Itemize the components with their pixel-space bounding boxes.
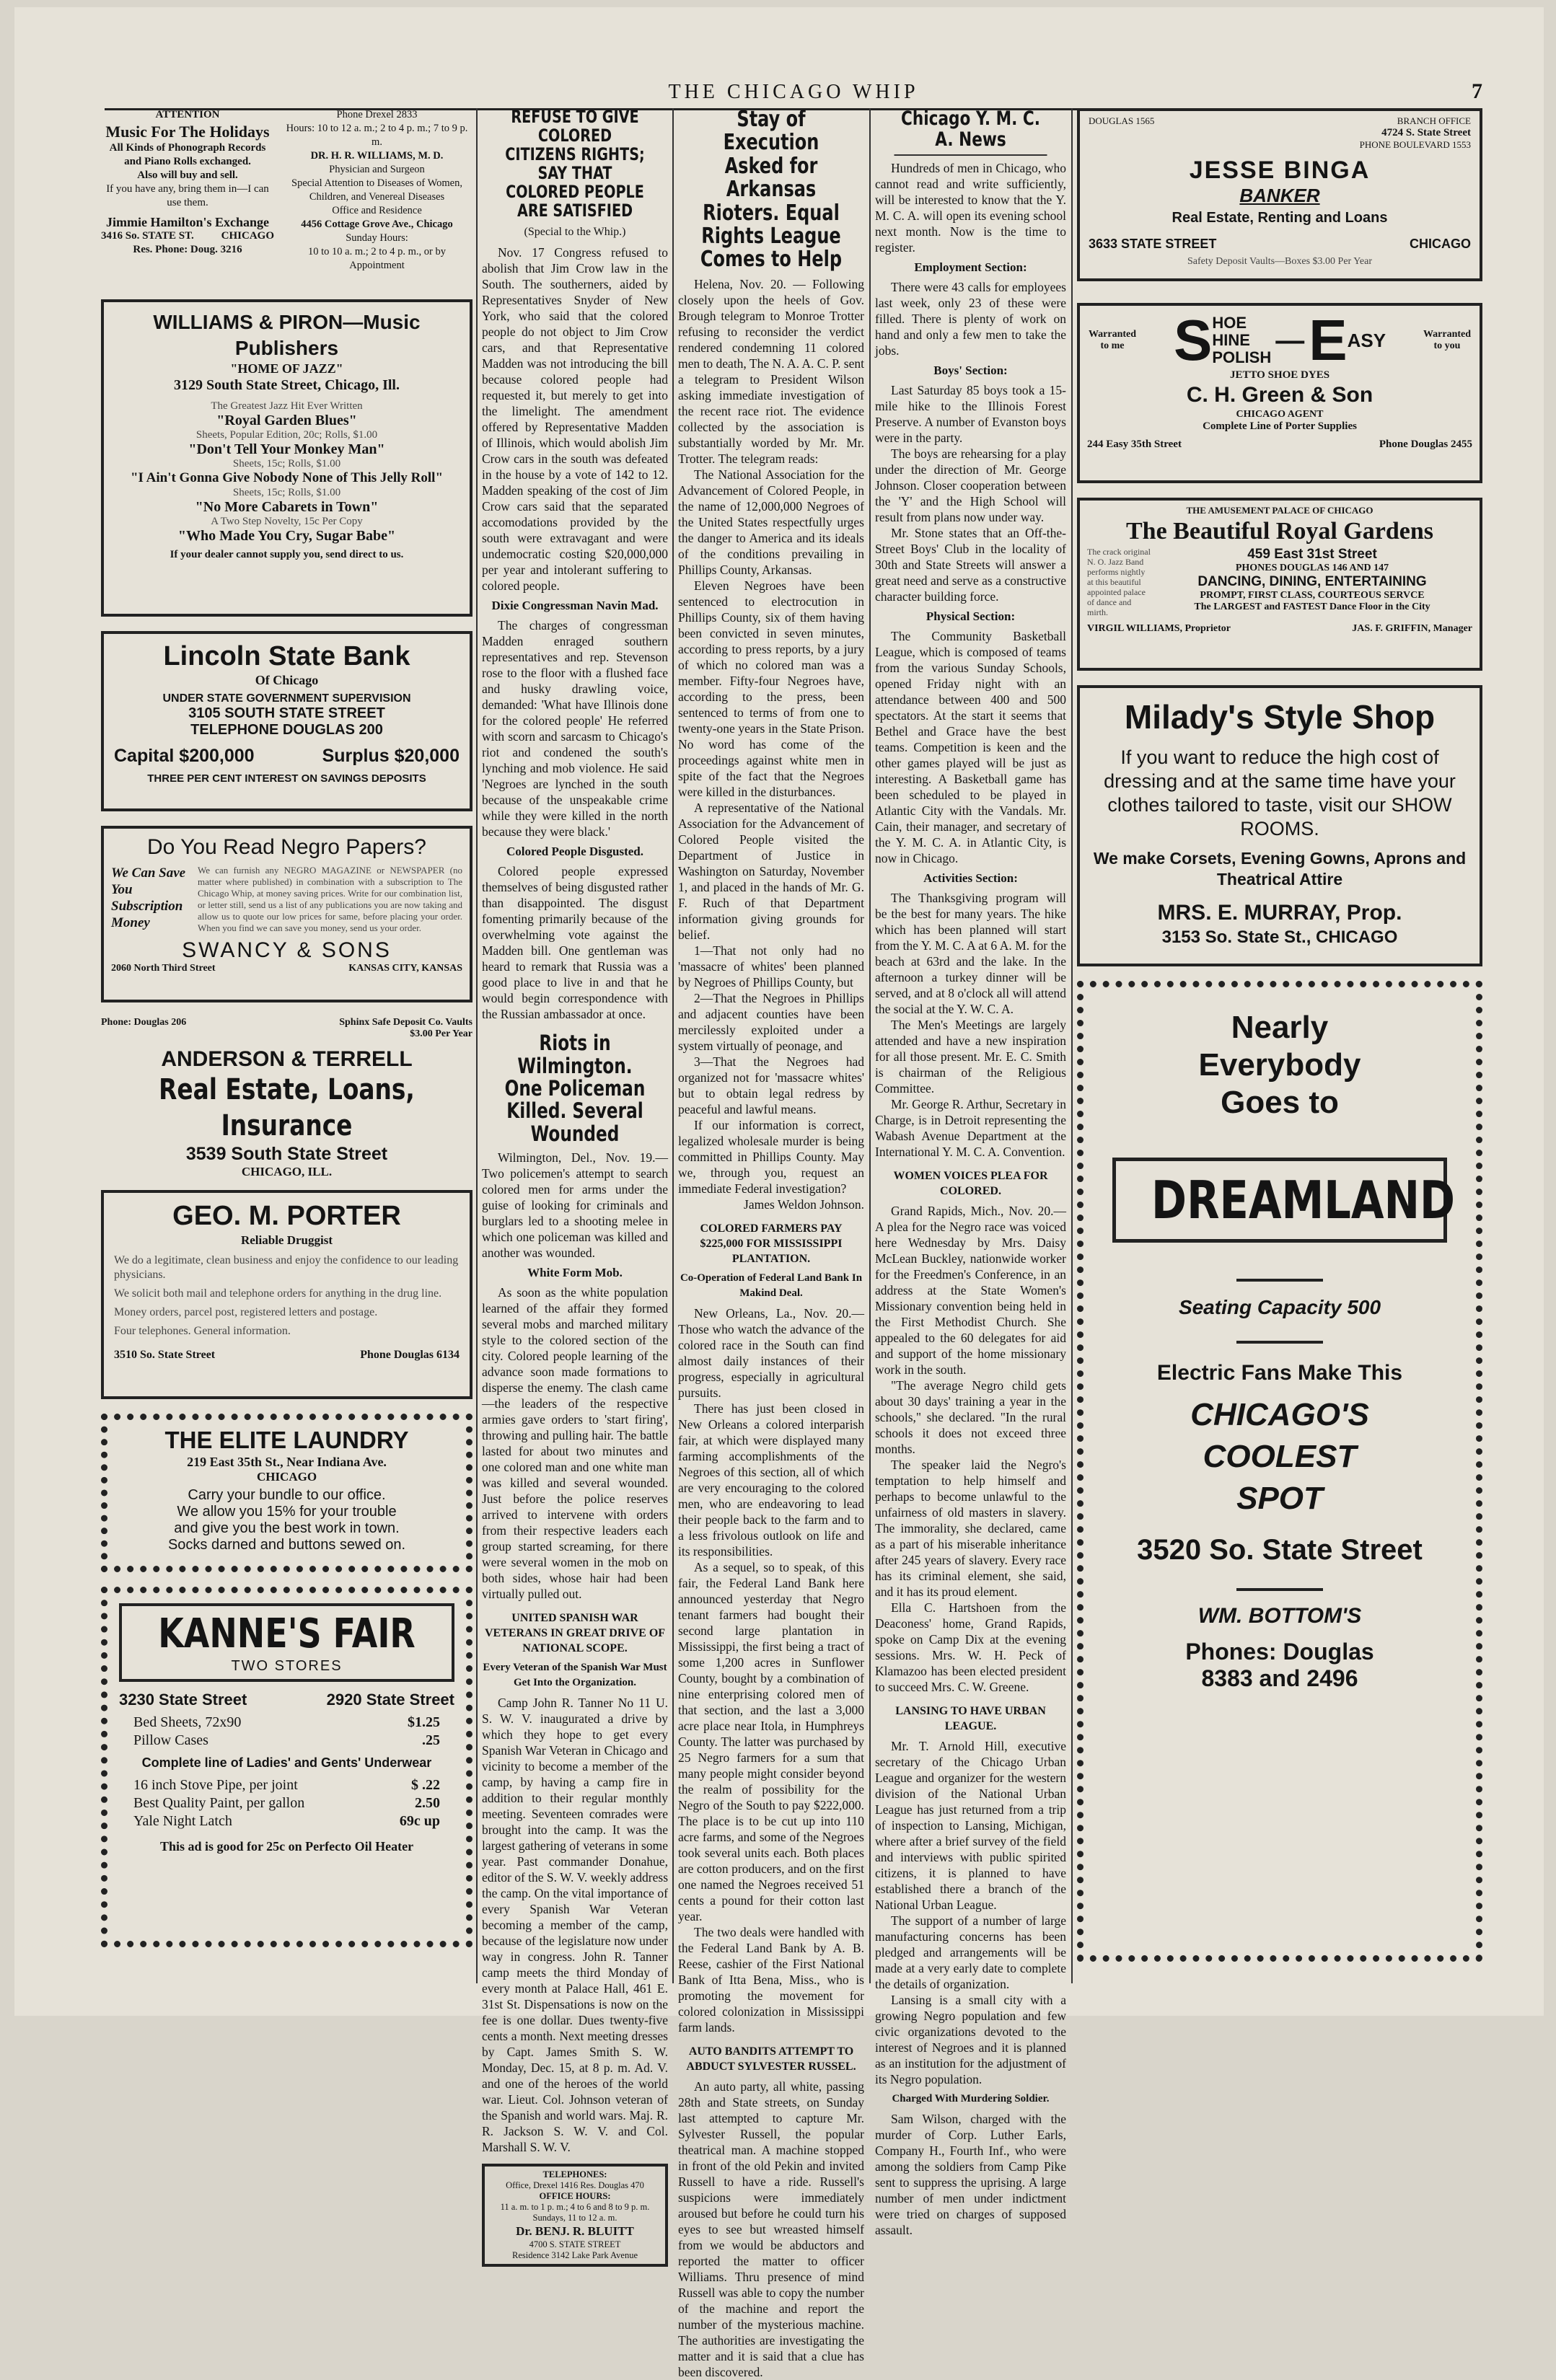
item-name: 16 inch Stove Pipe, per joint (133, 1777, 298, 1793)
paragraph: There were 43 calls for employees last week, only 23 of these were filled. There is plenty of work on hand and only a few men to take the jobs. (875, 280, 1066, 358)
business-name: Jimmie Hamilton's Exchange (106, 215, 269, 229)
subhead: Dixie Congressman Navin Mad. (491, 599, 659, 613)
paragraph: There has just been closed in New Orleans a colored interparish fair, at which were displayed many farming accomplishments of the Negroes of this section, all of which are very encouraging to the colored men, who are endeavoring to lead their people back to the farm and to a less frivolous outlook on life and its responsibilities. (678, 1401, 864, 1559)
headline: LANSING TO HAVE URBAN LEAGUE. (895, 1705, 1046, 1733)
item-name: Bed Sheets, 72x90 (133, 1714, 242, 1730)
city: KANSAS CITY, KANSAS (348, 963, 462, 974)
paragraph: The Men's Meetings are largely attended and have a new inspiration for all those present. Mr. E. C. Smith is chairman of the Religious Committee. (875, 1018, 1066, 1096)
ad-text: Physician and Surgeon (329, 164, 425, 175)
ad-text: UNDER STATE GOVERNMENT SUPERVISION (162, 692, 411, 705)
subhead: Boys' Section: (933, 363, 1008, 378)
paragraph: Wilmington, Del., Nov. 19.—Two policemen's attempt to search colored men for arms under the guise of looking for criminals and burglars led to a shooting melee in which one policeman was killed and another was wounded. (482, 1150, 668, 1260)
ad-text: Sunday Hours: (346, 232, 408, 244)
dreamland-box (1112, 1158, 1456, 1243)
paragraph: Ella C. Hartshoen from the Deaconess' home, Grand Rapids, spoke on Camp Dix at the evening sessions. Mrs. W. H. Peck of Klamazoo has been elected president to succeed Mrs. C. W. Greene. (875, 1600, 1066, 1695)
subhead: Activities Section: (923, 871, 1018, 886)
ad-text: We can furnish any NEGRO MAGAZINE or NEWSPAPER (no matter where published) in combination with a subscription to The Chicago Whip, at money saving prices. Write for our combination list, or letter still, send us a list of any publications you are now taking and allow us to quote our low prices for same, before placing your order. When you find we can save you money, send us your order. (198, 865, 462, 933)
song-title: "No More Cabarets in Town" (195, 499, 379, 515)
column-rule (1071, 108, 1073, 1983)
paragraph: Hundreds of men in Chicago, who cannot read and write sufficiently, will be interested to know that the Y. M. C. A. will open its evening school next month. Now is the time to register. (875, 161, 1066, 255)
ad-heading: THE AMUSEMENT PALACE OF CHICAGO (1186, 505, 1373, 516)
article-mississippi-plantation (678, 1221, 864, 2035)
song-title: "I Ain't Gonna Give Nobody None of This Jelly Roll" (130, 470, 443, 485)
column-news-4 (875, 107, 1066, 2238)
list-item (133, 1776, 440, 1794)
ad-text: BRANCH OFFICE (1397, 115, 1471, 126)
headline: REFUSE TO GIVE COLORED CITIZENS RIGHTS; SAY THAT COLORED PEOPLE ARE SATISFIED (505, 107, 645, 221)
phone: PHONE BOULEVARD 1553 (1359, 139, 1471, 150)
paragraph: The speaker laid the Negro's temptation to help himself and perhaps to become unlawful to the unfairness of old masters in slavery. The immorality, she declared, came as a part of his miserable inheritance after 245 years of slavery. Every race has its criminal element, she said, and it has its proud element. (875, 1458, 1066, 1600)
ad-text: A Two Step Novelty, 15c Per Copy (211, 516, 363, 527)
headline: UNITED SPANISH WAR VETERANS IN GREAT DRIVE OF NATIONAL SCOPE. (484, 1612, 666, 1654)
ad-text: 10 to 10 a. m.; 2 to 4 p. m., or by Appointment (308, 246, 446, 271)
ad-title: Music For The Holidays (105, 123, 270, 141)
headline: WOMEN VOICES PLEA FOR COLORED. (893, 1170, 1048, 1198)
phone: 8383 and 2496 (1201, 1665, 1358, 1691)
paragraph: "The average Negro child gets about 30 days' training a year in the schools," she declared. "In the rural schools it does not exceed three months. (875, 1378, 1066, 1457)
city: CHICAGO, ILL. (241, 1165, 333, 1178)
masthead (105, 79, 1482, 110)
phone: DOUGLAS 1565 (1089, 115, 1155, 126)
doctor-name: Dr. BENJ. R. BLUITT (516, 2224, 634, 2238)
ad-text: Money orders, parcel post, registered letters and postage. (114, 1306, 378, 1318)
ad-slogan: CHICAGO'S (1190, 1397, 1369, 1432)
list-item (133, 1714, 440, 1732)
royal-gardens-ad (1077, 498, 1482, 671)
paragraph: Colored people expressed themselves of being disgusted rather than disappointed. The disgust fomenting primarily because of the overwhelming vote against the Madden bill. One gentleman was heard to remark that Russia was a good place to live in and that he would begin correspondence with the Russian ambassador at once. (482, 864, 668, 1022)
paragraph: The two deals were handled with the Federal Land Bank by A. B. Reese, cashier of the First National Bank of Itta Bena, Miss., who is promoting the movement for colored colonization in Mississippi farm lands. (678, 1924, 864, 2035)
ad-title: Real Estate, Loans, Insurance (159, 1073, 415, 1142)
article-spanish-war-veterans (482, 1610, 668, 2155)
address: 3510 So. State Street (114, 1349, 216, 1361)
item-name: Best Quality Paint, per gallon (133, 1795, 305, 1811)
ad-text: THREE PER CENT INTEREST ON SAVINGS DEPOSITS (147, 772, 426, 785)
ad-subtitle: TWO STORES (231, 1658, 343, 1674)
ad-slogan: We Can Save You Subscription Money (111, 865, 186, 930)
seating-capacity: Seating Capacity 500 (1178, 1296, 1381, 1318)
headline: Riots in Wilmington. One Policeman Killed. Several Wounded (504, 1031, 646, 1146)
address: 3539 South State Street (185, 1144, 388, 1164)
song-title: "Royal Garden Blues" (216, 413, 357, 428)
office-hours: 11 a. m. to 1 p. m.; 4 to 6 and 8 to 9 p. m. Sundays, 11 to 12 a. m. (500, 2202, 650, 2223)
hamilton-exchange-ad (101, 108, 274, 263)
address: 3416 So. STATE ST. (101, 230, 194, 242)
address: 4724 S. State Street (1381, 127, 1471, 138)
business-name: SWANCY & SONS (182, 938, 392, 962)
paragraph: The National Association for the Advancement of Colored People, in the name of 12,000,000 Negroes of the United States respectfully urges the danger to America and its ideals of the conditions prevailing in Phillips County, Arkansas. (678, 467, 864, 577)
phone: TELEPHONE DOUGLAS 200 (190, 722, 383, 738)
paragraph: Lansing is a small city with a growing Negro population and few civic organizations devoted to the interest of Negroes and it is planned as an institution for the adjustment of its Negro population. (875, 1993, 1066, 2087)
logo-word: ASY (1347, 329, 1386, 351)
subhead: Colored People Disgusted. (506, 845, 643, 859)
doctor-name: DR. H. R. WILLIAMS, M. D. (310, 150, 444, 162)
address: 459 East 31st Street (1247, 547, 1377, 562)
paragraph: New Orleans, La., Nov. 20.—Those who watch the advance of the colored race in the South can find almost daily instances of their progress, especially in agricultural pursuits. (678, 1305, 864, 1400)
business-name: DREAMLAND (1151, 1170, 1456, 1230)
article-arkansas-rioters (678, 108, 864, 1212)
proprietor: VIRGIL WILLIAMS, Proprietor (1087, 623, 1231, 634)
paragraph: The support of a number of large manufacturing concerns has been pledged and arrangements will be made at a very early date to complete the details of organization. (875, 1913, 1066, 1992)
shoe-shine-polish-logo: S HOE HINE POLISH — E ASY (1173, 308, 1386, 372)
headline: AUTO BANDITS ATTEMPT TO ABDUCT SYLVESTER RUSSEL. (686, 2045, 856, 2073)
address: 244 Easy 35th Street (1087, 438, 1182, 450)
ad-text: Complete Line of Porter Supplies (1203, 420, 1357, 432)
subhead: Physical Section: (926, 609, 1016, 624)
address: 3153 So. State St., CHICAGO (1161, 927, 1398, 947)
phone: Phone: Douglas 206 (101, 1017, 187, 1028)
paragraph: Mr. Stone states that an Off-the-Street Boys' Club in the locality of 30th and State Streets will answer a great need and serve as a constructive character building force. (875, 526, 1066, 604)
business-name: ANDERSON & TERRELL (161, 1047, 413, 1071)
paragraph: If our information is correct, legalized wholesale murder is being committed in Phillips County. May we, through you, request an immediate Federal investigation? (678, 1117, 864, 1196)
ad-heading: Goes to (1221, 1085, 1339, 1120)
article-lansing-urban-league (875, 1704, 1066, 2238)
paragraph: Eleven Negroes have been sentenced to electrocution in Phillips County, six of them having been convicted in seven minutes, according to press reports, by a jury of which no colored man was a member. Fifty-four Negroes have, according to the press, been sentenced to terms of from one to twenty-one years in the State Prison. No word has come of the proceedings against white men in spite of the fact that the Negroes were killed in the disturbances. (678, 578, 864, 799)
song-title: "Don't Tell Your Monkey Man" (188, 441, 385, 457)
column-rule (476, 108, 478, 1983)
ad-slogan: SPOT (1236, 1481, 1323, 1516)
phone: Office, Drexel 1416 Res. Douglas 470 (506, 2180, 644, 2190)
logo-letter: E (1309, 308, 1348, 372)
ad-text: Warranted to you (1423, 329, 1472, 351)
business-name: WILLIAMS & PIRON—Music Publishers (153, 311, 421, 359)
address: 3129 South State Street, Chicago, Ill. (174, 377, 400, 393)
paragraph: The charges of congressman Madden enraged southern representatives and rep. Stevenson rose to the floor with a flushed face and husky drawling voice, demanded: 'What have Illinois done for the colored people' He referred with scorn and sarcasm to Chicago's riot and condened the south's lynching and mob violence. He said 'Negroes are lynched in the south because of the unspeakable crime while they were killed in the north because they were black.' (482, 618, 668, 839)
ad-subtitle: Of Chicago (255, 673, 319, 687)
item-name: Yale Night Latch (133, 1813, 232, 1829)
business-name: C. H. Green & Son (1186, 383, 1373, 407)
article-ymca-news (875, 108, 1066, 1160)
store-address: 2920 State Street (326, 1691, 454, 1709)
address: 3520 So. State Street (1137, 1534, 1423, 1566)
column-ads-left (101, 108, 472, 1983)
item-price: $ .22 (411, 1777, 440, 1793)
ad-text: Special Attention to Diseases of Women, Children, and Venereal Diseases (291, 177, 462, 203)
address: 3105 SOUTH STATE STREET (188, 705, 385, 721)
phone: Phone Douglas 2455 (1379, 438, 1472, 450)
paragraph: Grand Rapids, Mich., Nov. 20.—A plea for the Negro race was voiced here Wednesday by Mrs. Daisy McLean Buckley, nationwide worker for the Freedmen's Conference, in an address at the State Women's Missionary convention being held in the First Methodist Church. She appealed to the 60 delegates for aid and support of the home missionary work in the south. (875, 1204, 1066, 1378)
column-rule (672, 108, 674, 1983)
ad-heading: TELEPHONES: (542, 2169, 607, 2180)
ad-text: Warranted to me (1088, 329, 1137, 351)
phone: Phone Drexel 2833 (336, 109, 418, 120)
address: 219 East 35th St., Near Indiana Ave. (187, 1455, 387, 1469)
paragraph: Mr. George R. Arthur, Secretary in Charge, is in Detroit representing the Wabash Avenue Department at the International Y. M. C. A. Convention. (875, 1097, 1066, 1160)
column-news-3 (678, 107, 864, 2379)
ad-text: CHICAGO AGENT (1236, 409, 1324, 420)
ad-text: Office and Residence (332, 205, 422, 216)
newspaper-page (14, 7, 1544, 2379)
ad-text: The Greatest Jazz Hit Ever Written (211, 400, 363, 412)
ad-footer: If your dealer cannot supply you, send direct to us. (170, 549, 404, 560)
divider (1236, 1279, 1323, 1282)
porter-druggist-ad (101, 1190, 472, 1399)
ad-text: Carry your bundle to our office. (188, 1487, 386, 1503)
paragraph: As a sequel, so to speak, of this fair, the Federal Land Bank here announced yesterday that Negro tenant farmers had bought their second large plantation in Mississippi, the first being a tract of some 1,200 acres in Sunflower County, bought by a combination of nine enterprising colored men of that section, and the last a 3,000 acre place near Itola, in Humphreys County. The latter was purchased by 25 Negro farmers for a sum that many people might consider beyond the realm of possibility for the Negro of the South to pay $222,000. The place is to be cut up into 110 acre farms, and some of the Negroes took several units each. Both places are cotton producers, and on the first one named the Negroes received 51 cents a pound for their cotton last year. (678, 1559, 864, 1923)
ad-slogan: COOLEST (1203, 1439, 1357, 1474)
address: 4700 S. STATE STREET (529, 2239, 621, 2249)
list-item: 1—That not only had no 'massacre of whites' been planned by Negroes of Phillips County, but (678, 943, 864, 990)
ad-text: JETTO SHOE DYES (1229, 369, 1330, 381)
paragraph: Last Saturday 85 boys took a 15-mile hike to the Illinois Forest Preserve. A number of Evanston boys were in the party. (875, 383, 1066, 446)
address: Residence 3142 Lake Park Avenue (511, 2250, 638, 2260)
article-wilmington-riots (482, 1032, 668, 1602)
ad-text: We make Corsets, Evening Gowns, Aprons and Theatrical Attire (1093, 849, 1467, 889)
list-item (133, 1812, 440, 1830)
paragraph: Sam Wilson, charged with the murder of Corp. Luther Earls, Company H., Fourth Inf., who were among the soldiers from Camp Pike sent to suppress the uprising. A large number of men under indictment were tried on charges of supposed assault. (875, 2112, 1066, 2238)
subhead: Employment Section: (914, 260, 1027, 275)
headline: COLORED FARMERS PAY $225,000 FOR MISSISSIPPI PLANTATION. (700, 1222, 843, 1265)
manager: JAS. F. GRIFFIN, Manager (1352, 623, 1472, 634)
ad-heading: Everybody (1198, 1047, 1361, 1083)
item-price: 69c up (399, 1813, 440, 1829)
phone: Phones: Douglas (1185, 1639, 1374, 1665)
subhead: White Form Mob. (527, 1266, 623, 1279)
ad-text: If you want to reduce the high cost of dressing and at the same time have your clothes tailored to taste, visit our SHOW ROOMS. (1104, 746, 1456, 839)
ad-text: and give you the best work in town. (174, 1520, 400, 1536)
ad-text: Safety Deposit Vaults—Boxes $3.00 Per Year (1187, 256, 1372, 267)
item-price: .25 (422, 1732, 440, 1748)
list-item (133, 1732, 440, 1750)
paragraph: The Community Basketball League, which is composed of teams from the various Sunday Schools, opened Friday night with an attendance between 400 and 500 spectators. At the start it seems that Bethel and Grace have the best teams. Competition is keen and the other games played will be just as interesting. A Basketball game has been scheduled to be played in Atlantic City with the Vandals. Mr. Cain, their manager, and secretary of the Y. M. C. A. in Atlantic City, is now in Chicago. (875, 629, 1066, 866)
paragraph: Camp John R. Tanner No 11 U. S. W. V. inaugurated a drive by which they hope to get every Spanish War Veteran in Chicago and vicinity to become a member of the camp, by having a camp fire in addition to their regular monthly meeting. Seventeen comrades were brought into the camp. It was the largest gathering of veterans in some year. Past commander Donahue, editor of the S. W. V. weekly address the camp. On the vital importance of every Spanish War Veteran becoming a member of the camp, because of the legislature now under way in congress. John R. Tanner camp meets the third Monday of every month at Palace Hall, 461 E. 31st St. Dispensations is now on the fee is one dollar. Dues twenty-five cents a month. Next meeting dresses by Capt. James Smith S. W. Monday, Dec. 15, at 8 p. m. Ad. V. and one of the heroes of the world war. Lieut. Col. Johnson veteran of the Spanish and world wars. Maj. R. R. Jackson S. W. V. and Col. Marshall S. W. V. (482, 1696, 668, 2154)
phone: Phone Douglas 6134 (360, 1349, 460, 1361)
divider (1236, 1588, 1323, 1591)
ad-text: All Kinds of Phonograph Records and Piano Rolls exchanged. (109, 142, 266, 167)
ad-heading: ATTENTION (155, 109, 220, 120)
ad-text: Four telephones. General information. (114, 1325, 291, 1337)
ad-text: We allow you 15% for your trouble (177, 1504, 397, 1520)
logo-word: POLISH (1212, 348, 1272, 366)
office-hours: Hours: 10 to 12 a. m.; 2 to 4 p. m.; 7 to 9 p. m. (286, 123, 468, 148)
list-item (133, 1794, 440, 1812)
signature: James Weldon Johnson. (744, 1196, 864, 1212)
ad-text: Electric Fans Make This (1156, 1361, 1403, 1385)
bank-name: Lincoln State Bank (163, 641, 410, 671)
city: CHICAGO (221, 230, 274, 242)
ad-title: Do You Read Negro Papers? (147, 835, 426, 859)
headline: Chicago Y. M. C. A. News (895, 108, 1047, 156)
item-price: 2.50 (415, 1795, 440, 1811)
price: Sheets, 15c; Rolls, $1.00 (232, 487, 341, 498)
logo-letter: S (1173, 308, 1213, 372)
column-news-2 (482, 107, 668, 2260)
paragraph: Nov. 17 Congress refused to abolish that Jim Crow law in the South. The southerners, aided by Representatives Snyder of New York, who said that the colored people do not object to Jim Crow cars, and that Representative Madden was not introducing the bill because colored people had requested it, but merely to get into the limelight. The amendment offered by Representative Madden of Illinois, which would abolish Jim Crow cars in the south was defeated in the house by a vote of 142 to 12. Madden speaking of the cost of Jim Crow cars said that the separated accomodations provided by the south were extravagant and were undemocratic costing $20,000,000 per year and intolerant suffering to colored people. (482, 245, 668, 594)
price: Sheets, Popular Edition, 20c; Rolls, $1.00 (195, 429, 378, 441)
green-shoe-polish-ad (1077, 303, 1482, 483)
article-women-voices-plea (875, 1168, 1066, 1695)
song-title: "Who Made You Cry, Sugar Babe" (177, 528, 396, 544)
surplus: Surplus $20,000 (322, 746, 460, 766)
price-list (119, 1714, 454, 1750)
elite-laundry-ad (101, 1414, 472, 1572)
miladys-style-shop-ad (1077, 685, 1482, 966)
owner: WM. BOTTOM'S (1197, 1604, 1362, 1628)
store-address: 3230 State Street (119, 1691, 247, 1709)
logo-word: HINE (1212, 331, 1250, 349)
swancy-sons-ad (101, 826, 472, 1002)
divider (1236, 1341, 1323, 1344)
article-jim-crow (482, 108, 668, 1022)
paragraph: The Thanksgiving program will be the best for many years. The hike which has been planned will start from the Y. M. C. A at 6 A. M. for the beach at 63rd and the lake. In the afternoon a turkey dinner will be served, and at 8 o'clock all will attend the social at the Y. W. C. A. (875, 891, 1066, 1017)
ad-subtitle: "HOME OF JAZZ" (230, 361, 343, 376)
paragraph: An auto party, all white, passing 28th and State streets, on Sunday last attempted to capture Mr. Sylvester Russell, the popular theatrical man. A machine stopped in front of the old Pekin and invited Russell to have a ride. Russell's suspicions were immediately aroused but before he could turn his eyes to see but wreasted himself from we would be abductors and reported the matter to officer Williams. Thru presence of mind Russell was able to copy the number of the machine and report the number of the mysterious machine. The authorities are investigating the matter and it is said that a clue has been discovered. (678, 2079, 864, 2379)
business-name: GEO. M. PORTER (172, 1201, 401, 1231)
ad-heading: OFFICE HOURS: (539, 2191, 611, 2201)
kannes-fair-ad (101, 1587, 472, 1947)
proprietor: MRS. E. MURRAY, Prop. (1157, 901, 1402, 925)
ad-text: The LARGEST and FASTEST Dance Floor in the City (1194, 601, 1430, 612)
dreamland-ad (1077, 981, 1482, 1962)
ad-text: DANCING, DINING, ENTERTAINING (1197, 574, 1427, 589)
column-ads-right (1077, 108, 1482, 1983)
paragraph: Mr. T. Arnold Hill, executive secretary of the Chicago Urban League and organizer for the western division of the National Urban League has just returned from a trip of inspection to Lansing, Michigan, where after a brief survey of the field and interviews with public spirited citizens, it is planned to have established there a branch of the National Urban League. (875, 1739, 1066, 1913)
city: CHICAGO (256, 1470, 317, 1484)
ad-subtitle: BANKER (1239, 185, 1320, 206)
ad-text: We solicit both mail and telephone orders for anything in the drug line. (114, 1287, 442, 1300)
phone: Res. Phone: Doug. 3216 (133, 244, 242, 255)
ad-heading: Nearly (1231, 1010, 1329, 1045)
subhead: Co-Operation of Federal Land Bank In Makind Deal. (680, 1271, 863, 1299)
item-price: $1.25 (408, 1714, 440, 1730)
headline: Stay of Execution Asked for Arkansas Rioters. Equal Rights League Comes to Help (700, 107, 843, 273)
subhead: Charged With Murdering Soldier. (892, 2093, 1050, 2105)
column-rule (869, 108, 871, 1983)
ad-footer: This ad is good for 25c on Perfecto Oil Heater (159, 1839, 414, 1854)
address: 4456 Cottage Grove Ave., Chicago (301, 219, 453, 230)
business-name: Milady's Style Shop (1124, 698, 1436, 736)
paragraph: As soon as the white population learned of the affair they formed several mobs and marched military style to the colored section of the city. Colored people learning of the advance soon made formations to disperse the enemy. The clash came—the leaders of the respective armies gave orders to 'start firing', throwing and pulling hair. The battle lasted for about two minutes and one colored man and one white man was killed and several wounded. Just before the police reserves arrived to intervene with orders from their respective leaders each group started screaming, for there were several women in the mob on both sides, whose hair had been virtually pulled out. (482, 1285, 668, 1601)
ad-text: If you have any, bring them in—I can use them. (106, 183, 269, 208)
jesse-binga-ad (1077, 108, 1482, 281)
paragraph: Helena, Nov. 20. — Following closely upon the heels of Gov. Brough telegram to Monroe Trotter refusing to reconsider the verdict rendered condemning 11 colored men to death, The N. A. A. C. P. sent a telegram to President Wilson asking immediate investigation of the recent race riot. The evidence collected by the association is substantially worded by Mr. Mr. Trotter. The telegram reads: (678, 276, 864, 466)
dr-bluitt-ad (482, 2164, 668, 2267)
business-name: JESSE BINGA (1189, 157, 1371, 184)
ad-text: Socks darned and buttons sewed on. (167, 1537, 406, 1553)
ad-text: PROMPT, FIRST CLASS, COURTEOUS SERVCE (1200, 590, 1425, 601)
business-name: THE ELITE LAUNDRY (164, 1427, 409, 1453)
anderson-terrell-ad (101, 1017, 472, 1176)
dr-williams-ad (281, 108, 472, 288)
paragraph: A representative of the National Association for the Advancement of Colored People visited the Department of Justice in Washington on Saturday, November 1, and placed in the hands of Mr. G. F. Ruch of that Department information giving grounds for belief. (678, 800, 864, 942)
williams-piron-ad (101, 299, 472, 617)
capital: Capital $200,000 (114, 746, 255, 766)
phone: PHONES DOUGLAS 146 AND 147 (1235, 563, 1389, 573)
paragraph: The boys are rehearsing for a play under the direction of Mr. George Johnson. Closer cooperation between the 'Y' and the High School will result from plans now under way. (875, 446, 1066, 525)
ad-subtitle: Reliable Druggist (240, 1233, 333, 1247)
business-name: The Beautiful Royal Gardens (1126, 518, 1433, 545)
paper-title: THE CHICAGO WHIP (668, 81, 919, 103)
lincoln-state-bank-ad (101, 631, 472, 811)
page-number: 7 (1472, 79, 1482, 103)
item-name: Pillow Cases (133, 1732, 208, 1748)
ad-text: Real Estate, Renting and Loans (1172, 210, 1388, 226)
list-item: 2—That the Negroes in Phillips and adjacent counties have been mercilessly exploited under a system virtually of peonage, and (678, 990, 864, 1053)
price-list (119, 1776, 454, 1830)
article-auto-bandits (678, 2044, 864, 2380)
list-item: 3—That the Negroes had organized not for 'massacre whites' but to obtain legal redress by peaceful and lawful means. (678, 1054, 864, 1116)
city: CHICAGO (1410, 237, 1471, 251)
ad-text: The crack original N. O. Jazz Band performs nightly at this beautiful appointed palace of dance and mirth. (1087, 547, 1151, 617)
ad-text: Complete line of Ladies' and Gents' Underwear (141, 1755, 432, 1770)
address: 2060 North Third Street (111, 963, 216, 974)
logo-word: HOE (1212, 314, 1247, 332)
business-name: KANNE'S FAIR (158, 1610, 416, 1657)
ad-text: We do a legitimate, clean business and enjoy the confidence to our leading physicians. (114, 1254, 459, 1281)
ad-text: Also will buy and sell. (137, 169, 238, 181)
byline: (Special to the Whip.) (524, 226, 626, 239)
address: 3633 STATE STREET (1089, 237, 1217, 251)
price: Sheets, 15c; Rolls, $1.00 (232, 458, 341, 470)
ad-text: Sphinx Safe Deposit Co. Vaults $3.00 Per Year (339, 1017, 472, 1039)
subhead: Every Veteran of the Spanish War Must Get Into the Organization. (483, 1662, 667, 1688)
